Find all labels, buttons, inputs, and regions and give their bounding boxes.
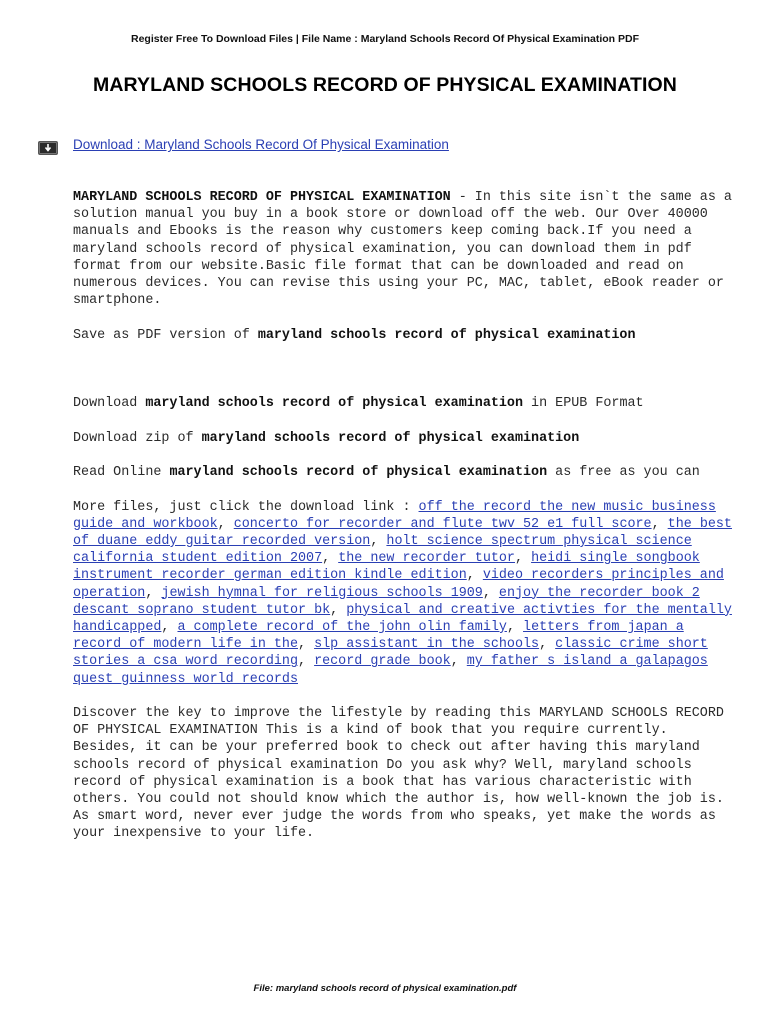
save-pdf-prefix: Save as PDF version of bbox=[73, 327, 258, 343]
document-title: MARYLAND SCHOOLS RECORD OF PHYSICAL EXAMINATION bbox=[93, 74, 677, 96]
file-link[interactable]: holt science spectrum physical science california student edition 2007 bbox=[73, 533, 692, 567]
read-online-bold: maryland schools record of physical examination bbox=[169, 465, 548, 481]
file-link[interactable]: off the record the new music business guide and workbook bbox=[73, 499, 716, 532]
file-link[interactable]: concerto for recorder and flute twv 52 e1 full score bbox=[233, 516, 652, 532]
spacer bbox=[73, 361, 735, 378]
file-link[interactable]: record grade book bbox=[314, 654, 451, 670]
download-link[interactable]: Download : Maryland Schools Record Of Physical Examination bbox=[73, 137, 449, 152]
read-online-suffix: as free as you can bbox=[547, 465, 700, 481]
read-online-line bbox=[73, 464, 735, 481]
file-link[interactable]: the best of duane eddy guitar recorded version bbox=[73, 516, 732, 549]
intro-paragraph bbox=[73, 189, 735, 309]
discover-paragraph: Discover the key to improve the lifestyle by reading this MARYLAND SCHOOLS RECORD OF PHYSICAL EXAMINATION This is a kind of book that you require currently. Besides, it can be your preferred book to check out after having this maryland schools record of physical examination Do you ask why? Well, maryland schools record of physical examination is a book that has various characteristic with others. You could not should know which the author is, how well-known the job is. As smart word, never ever judge the words from who speaks, yet make the words as your inexpensive to your life. bbox=[73, 705, 724, 842]
zip-line bbox=[73, 430, 735, 447]
file-link[interactable]: jewish hymnal for religious schools 1909 bbox=[161, 585, 483, 601]
page-header: Register Free To Download Files | File Name : Maryland Schools Record Of Physical Examination PDF bbox=[130, 33, 640, 45]
file-link[interactable]: letters from japan a record of modern life in the bbox=[73, 619, 684, 653]
save-pdf-bold: maryland schools record of physical examination bbox=[257, 327, 636, 343]
intro-bold: MARYLAND SCHOOLS RECORD OF PHYSICAL EXAMINATION bbox=[73, 190, 451, 205]
epub-bold: maryland schools record of physical examination bbox=[145, 396, 524, 412]
epub-suffix: in EPUB Format bbox=[523, 396, 644, 412]
epub-prefix: Download bbox=[73, 396, 146, 412]
file-link[interactable]: video recorders principles and operation bbox=[73, 568, 724, 601]
read-online-prefix: Read Online bbox=[73, 465, 170, 481]
file-link[interactable]: the new recorder tutor bbox=[338, 551, 515, 567]
file-link[interactable]: enjoy the recorder book 2 descant soprano student tutor bk bbox=[73, 585, 700, 618]
zip-bold: maryland schools record of physical examination bbox=[201, 430, 580, 446]
download-icon[interactable] bbox=[38, 141, 58, 155]
more-files-paragraph: More files, just click the download link : off the record the new music business guide and workbook, concerto for recorder and flute twv 52 e1 full score, the best of duane eddy guitar recorded version, holt science spectrum physical science california student edition 2007, the new recorder tutor, heidi single songbook instrument recorder german edition kindle edition, video recorders principles and operation, jewish hymnal for religious schools 1909, enjoy the recorder book 2 descant soprano student tutor bk, physical and creative activties for the mentally handicapped, a complete record of the john olin family, letters from japan a record of modern life in the, slp assistant in the schools, classic crime short stories a csa word recording, record grade book, my father s island a galapagos quest guinness world records bbox=[73, 499, 732, 687]
file-link[interactable]: my father s island a galapagos quest guinness world records bbox=[73, 654, 708, 687]
epub-line bbox=[73, 395, 735, 412]
file-link[interactable]: classic crime short stories a csa word recording bbox=[73, 637, 708, 670]
more-files-prefix: More files, just click the download link : bbox=[73, 499, 419, 515]
file-link[interactable]: physical and creative activties for the mentally handicapped bbox=[73, 602, 732, 635]
intro-text: - In this site isn`t the same as a solution manual you buy in a book store or download off the web. Our Over 40000 manuals and Ebooks is the reason why customers keep coming back.If you need a maryland schools record of physical examination, you can download them in pdf format from our website.Basic file format that can be downloaded and read on numerous devices. You can revise this using your PC, MAC, tablet, eBook reader or smartphone. bbox=[73, 190, 732, 309]
zip-prefix: Download zip of bbox=[73, 430, 202, 446]
file-link[interactable]: a complete record of the john olin family bbox=[177, 619, 507, 635]
page-footer: File: maryland schools record of physical examination.pdf bbox=[253, 983, 517, 994]
download-row bbox=[38, 137, 750, 159]
file-link[interactable]: heidi single songbook instrument recorder german edition kindle edition bbox=[73, 551, 700, 584]
document-body bbox=[73, 189, 735, 860]
save-pdf-line bbox=[73, 327, 735, 344]
file-link[interactable]: slp assistant in the schools bbox=[314, 637, 540, 653]
